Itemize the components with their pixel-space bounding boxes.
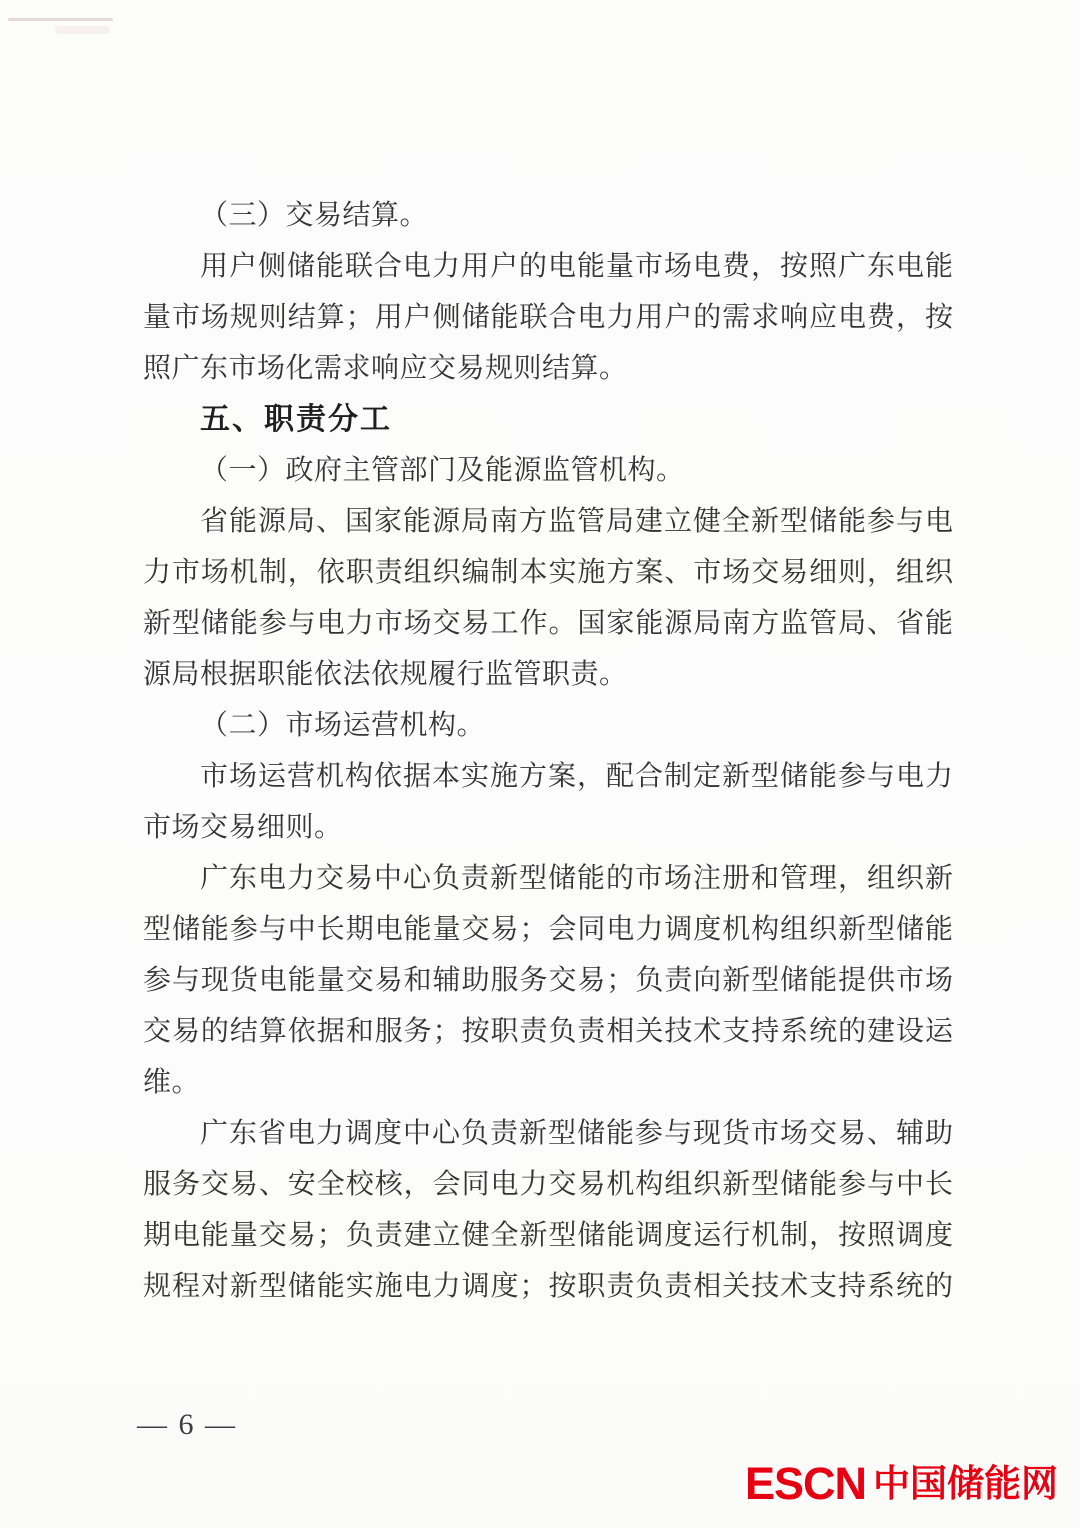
paragraph	[143, 445, 953, 496]
text-line: （二）市场运营机构。	[200, 710, 486, 741]
text-line: 市场交易细则。	[143, 812, 343, 843]
paragraph	[143, 853, 953, 1108]
paragraph	[143, 700, 953, 751]
text-line: 用户侧储能联合电力用户的电能量市场电费，按照广东电能	[200, 251, 953, 282]
text-line: 照广东市场化需求响应交易规则结算。	[143, 353, 628, 384]
paragraph	[143, 241, 953, 394]
text-line: 源局根据职能依法依规履行监管职责。	[143, 659, 628, 690]
scan-artifact-line	[8, 18, 113, 21]
text-line: 规程对新型储能实施电力调度；按职责负责相关技术支持系统的	[143, 1271, 953, 1302]
text-line: 型储能参与中长期电能量交易；会同电力调度机构组织新型储能	[143, 914, 953, 945]
section-heading	[143, 394, 953, 445]
text-line: 市场运营机构依据本实施方案，配合制定新型储能参与电力	[200, 761, 953, 792]
scan-artifact-smudge	[55, 26, 110, 34]
text-line: 参与现货电能量交易和辅助服务交易；负责向新型储能提供市场	[143, 965, 953, 996]
watermark-latin-text: ESCN	[744, 1458, 866, 1509]
text-line: 五、职责分工	[200, 403, 392, 436]
text-line: 期电能量交易；负责建立健全新型储能调度运行机制，按照调度	[143, 1220, 953, 1251]
text-line: 量市场规则结算；用户侧储能联合电力用户的需求响应电费，按	[143, 302, 953, 333]
text-line: 省能源局、国家能源局南方监管局建立健全新型储能参与电	[200, 506, 953, 537]
text-line: 新型储能参与电力市场交易工作。国家能源局南方监管局、省能	[143, 608, 953, 639]
watermark-cjk-text: 中国储能网	[873, 1463, 1058, 1504]
page-number: — 6 —	[137, 1408, 237, 1441]
text-line: （一）政府主管部门及能源监管机构。	[200, 455, 685, 486]
text-line: 维。	[143, 1067, 201, 1098]
text-line: 广东省电力调度中心负责新型储能参与现货市场交易、辅助	[200, 1118, 953, 1149]
text-line: 广东电力交易中心负责新型储能的市场注册和管理，组织新	[200, 863, 953, 894]
paragraph	[143, 190, 953, 241]
text-line: 力市场机制，依职责组织编制本实施方案、市场交易细则，组织	[143, 557, 953, 588]
paragraph	[143, 496, 953, 700]
text-line: 服务交易、安全校核，会同电力交易机构组织新型储能参与中长	[143, 1169, 953, 1200]
document-body	[143, 190, 953, 1312]
text-line: （三）交易结算。	[200, 200, 429, 231]
escn-watermark	[744, 1458, 1058, 1509]
text-line: 交易的结算依据和服务；按职责负责相关技术支持系统的建设运	[143, 1016, 953, 1047]
paragraph	[143, 1108, 953, 1312]
paragraph	[143, 751, 953, 853]
